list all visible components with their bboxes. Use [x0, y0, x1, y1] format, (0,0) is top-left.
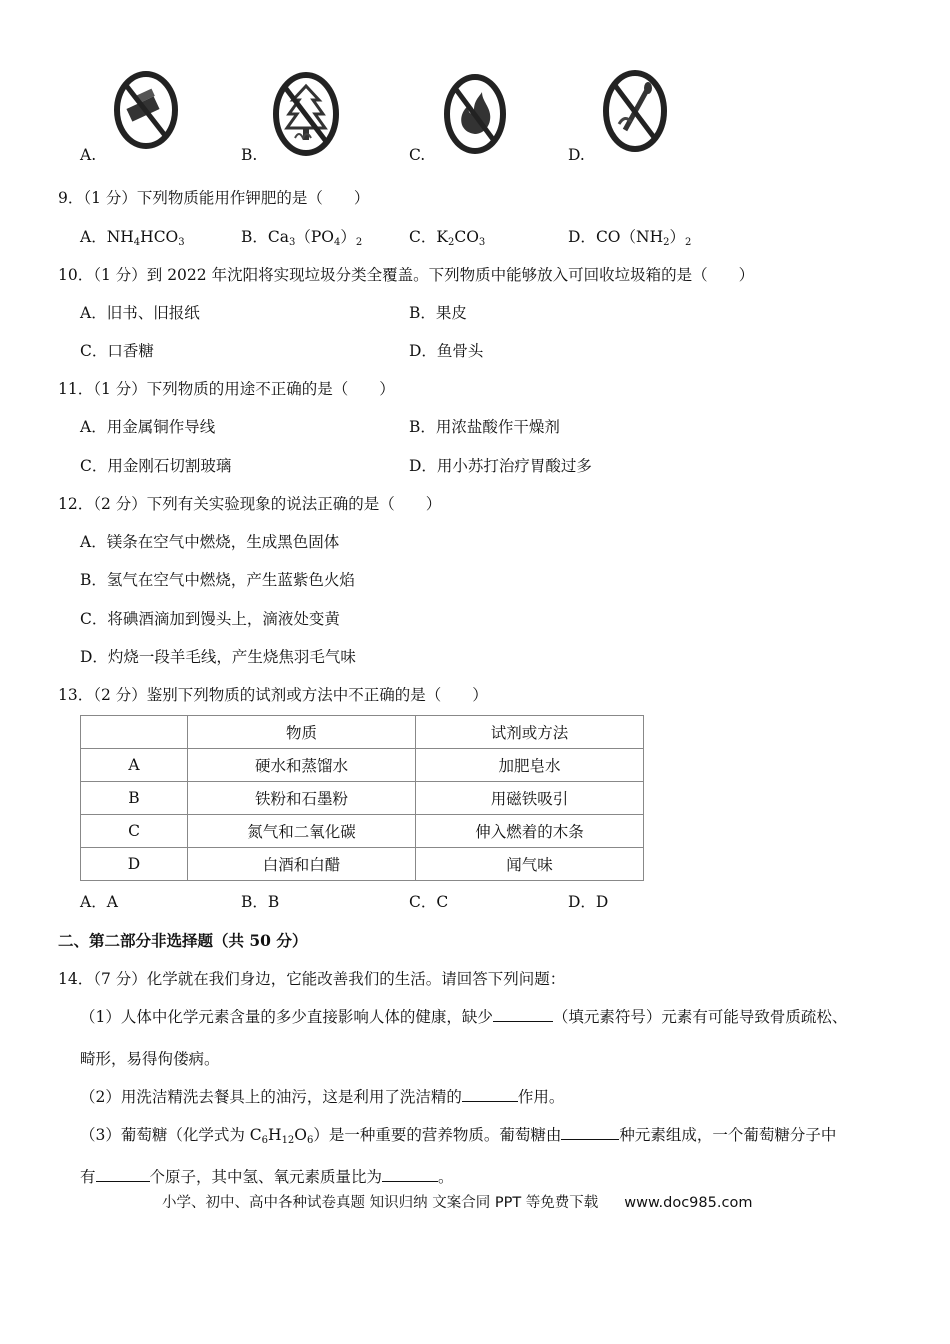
q11-stem-text: （1 分）下列物质的用途不正确的是（ ） [93, 380, 395, 398]
q14-formula-sub: 6 [307, 1135, 314, 1146]
q10-option-b: B．果皮 [409, 304, 467, 322]
q12-number: 12． [58, 495, 94, 513]
q12-option-a: A．镁条在空气中燃烧，生成黑色固体 [80, 533, 340, 551]
q9-option-b-letter: B． [241, 228, 268, 246]
q8-option-a-letter: A. [80, 146, 97, 164]
table-cell: 氮气和二氧化碳 [188, 815, 416, 848]
table-cell: A [81, 749, 188, 782]
q14-part3-text-e: 个原子，其中氢、氧元素质量比为 [149, 1168, 383, 1186]
q10-stem [58, 263, 754, 285]
table-cell: 白酒和白醋 [188, 848, 416, 881]
table-cell: 硬水和蒸馏水 [188, 749, 416, 782]
q14-part3-text-d: 有 [80, 1168, 96, 1186]
q9-number: 9． [58, 189, 84, 207]
q10-option-c: C．口香糖 [80, 342, 154, 360]
q9-option-a-part2: HCO [140, 228, 179, 246]
q14-stem [58, 967, 565, 989]
q8-option-d-letter: D. [568, 146, 585, 164]
q13-option-d: D．D [568, 893, 609, 911]
table-cell: C [81, 815, 188, 848]
q9-option-c-sub1: 2 [447, 237, 455, 248]
q8-option-b-letter: B. [241, 146, 258, 164]
no-smoking-icon [112, 68, 180, 152]
answer-blank[interactable] [493, 1007, 553, 1022]
answer-blank[interactable] [382, 1167, 438, 1182]
answer-blank[interactable] [462, 1087, 518, 1102]
q10-number: 10． [58, 266, 94, 284]
q9-option-c-sub2: 3 [478, 237, 486, 248]
table-cell: 加肥皂水 [416, 749, 644, 782]
table-header-cell: 物质 [188, 716, 416, 749]
q14-part1-text-a: （1）人体中化学元素含量的多少直接影响人体的健康，缺少 [80, 1008, 493, 1026]
q9-option-d-letter: D． [568, 228, 596, 246]
no-fire-icon [442, 70, 508, 158]
q9-option-b-part3: ） [340, 228, 356, 246]
table-cell: D [81, 848, 188, 881]
q9-option-b-part2: （PO [295, 228, 335, 246]
q11-option-a: A．用金属铜作导线 [80, 418, 216, 436]
q14-part1-text-b: （填元素符号）元素有可能导致骨质疏松、 [552, 1008, 848, 1026]
table-header-cell: 试剂或方法 [416, 716, 644, 749]
q14-part3-text-a: （3）葡萄糖（化学式为 C [80, 1126, 262, 1144]
table-header-row [81, 716, 644, 749]
q14-part2-text-a: （2）用洗洁精洗去餐具上的油污，这是利用了洗洁精的 [80, 1088, 462, 1106]
q9-option-a-sub1: 4 [133, 237, 141, 248]
q10-stem-text: （1 分）到 2022 年沈阳将实现垃圾分类全覆盖。下列物质中能够放入可回收垃圾箱的是（ ） [93, 266, 755, 284]
page-footer [162, 1191, 752, 1212]
q9-option-c-part2: CO [454, 228, 479, 246]
q13-stem-text: （2 分）鉴别下列物质的试剂或方法中不正确的是（ ） [93, 686, 488, 704]
q14-part3-text-f: 。 [438, 1168, 454, 1186]
q9-option-c-part1: K [436, 228, 448, 246]
q12-option-b: B．氢气在空气中燃烧，产生蓝紫色火焰 [80, 571, 355, 589]
q14-part2-text-b: 作用。 [517, 1088, 565, 1106]
q12-stem-text: （2 分）下列有关实验现象的说法正确的是（ ） [93, 495, 442, 513]
q9-option-b-part1: Ca [267, 228, 289, 246]
table-row [81, 749, 644, 782]
q9-option-a-letter: A． [80, 228, 107, 246]
q14-part1-line2: 畸形，易得佝偻病。 [80, 1050, 220, 1068]
q9-option-b-sub3: 2 [355, 237, 363, 248]
table-cell: 铁粉和石墨粉 [188, 782, 416, 815]
q9-option-c [409, 225, 485, 248]
q13-option-a: A．A [80, 893, 118, 911]
table-cell: B [81, 782, 188, 815]
q9-option-b-sub2: 4 [334, 237, 341, 248]
q12-option-d: D．灼烧一段羊毛线，产生烧焦羽毛气味 [80, 648, 356, 666]
q9-stem [58, 186, 369, 208]
answer-blank[interactable] [96, 1167, 150, 1182]
q14-part3-line1 [80, 1123, 836, 1146]
q9-option-a [80, 225, 185, 248]
table-row [81, 848, 644, 881]
q14-formula-sub: 12 [281, 1135, 295, 1146]
q10-option-d: D．鱼骨头 [409, 342, 484, 360]
q14-number: 14． [58, 970, 94, 988]
footer-text: 小学、初中、高中各种试卷真题 知识归纳 文案合同 PPT 等免费下载 [162, 1195, 599, 1211]
footer-site-link[interactable]: www.doc985.com [624, 1195, 753, 1211]
q9-option-b-sub1: 3 [289, 237, 296, 248]
q13-option-b: B．B [241, 893, 280, 911]
table-cell: 伸入燃着的木条 [416, 815, 644, 848]
q11-stem [58, 377, 395, 399]
q9-option-a-sub2: 3 [178, 237, 185, 248]
q9-option-d-part2: ） [669, 228, 685, 246]
q9-option-b [241, 225, 362, 248]
q9-stem-text: （1 分）下列物质能用作钾肥的是（ ） [83, 189, 370, 207]
section-heading: 二、第二部分非选择题（共 50 分） [58, 931, 308, 950]
q13-number: 13． [58, 686, 94, 704]
q14-formula-sub: 6 [261, 1135, 269, 1146]
q9-option-a-part1: NH [106, 228, 134, 246]
q13-stem [58, 683, 488, 705]
q14-part2 [80, 1085, 564, 1107]
q13-table [80, 715, 644, 881]
answer-blank[interactable] [561, 1125, 619, 1140]
table-cell: 用磁铁吸引 [416, 782, 644, 815]
q8-option-c-letter: C. [409, 146, 426, 164]
no-matches-icon [601, 66, 669, 156]
q14-part3-text-b: ）是一种重要的营养物质。葡萄糖由 [313, 1126, 562, 1144]
no-tree-cutting-icon [271, 68, 341, 160]
q9-option-d-sub2: 2 [684, 237, 692, 248]
table-row [81, 815, 644, 848]
q11-option-d: D．用小苏打治疗胃酸过多 [409, 457, 592, 475]
q11-option-c: C．用金刚石切割玻璃 [80, 457, 232, 475]
q12-stem [58, 492, 441, 514]
table-header-cell [81, 716, 188, 749]
q14-formula-o: O [294, 1126, 308, 1144]
q9-option-d-part1: CO（NH [595, 228, 664, 246]
q12-option-c: C．将碘酒滴加到馒头上，滴液处变黄 [80, 610, 340, 628]
table-cell: 闻气味 [416, 848, 644, 881]
table-row [81, 782, 644, 815]
q14-formula-h: H [268, 1126, 282, 1144]
q14-stem-text: （7 分）化学就在我们身边，它能改善我们的生活。请回答下列问题： [93, 970, 566, 988]
q14-part3-text-c: 种元素组成，一个葡萄糖分子中 [619, 1126, 837, 1144]
q11-number: 11． [58, 380, 94, 398]
q9-option-c-letter: C． [409, 228, 437, 246]
q9-option-d [568, 225, 691, 248]
q10-option-a: A．旧书、旧报纸 [80, 304, 200, 322]
q14-part3-line2 [80, 1165, 454, 1187]
q13-option-c: C．C [409, 893, 449, 911]
q11-option-b: B．用浓盐酸作干燥剂 [409, 418, 560, 436]
q14-part1-line1 [80, 1005, 847, 1027]
q9-option-d-sub1: 2 [663, 237, 670, 248]
